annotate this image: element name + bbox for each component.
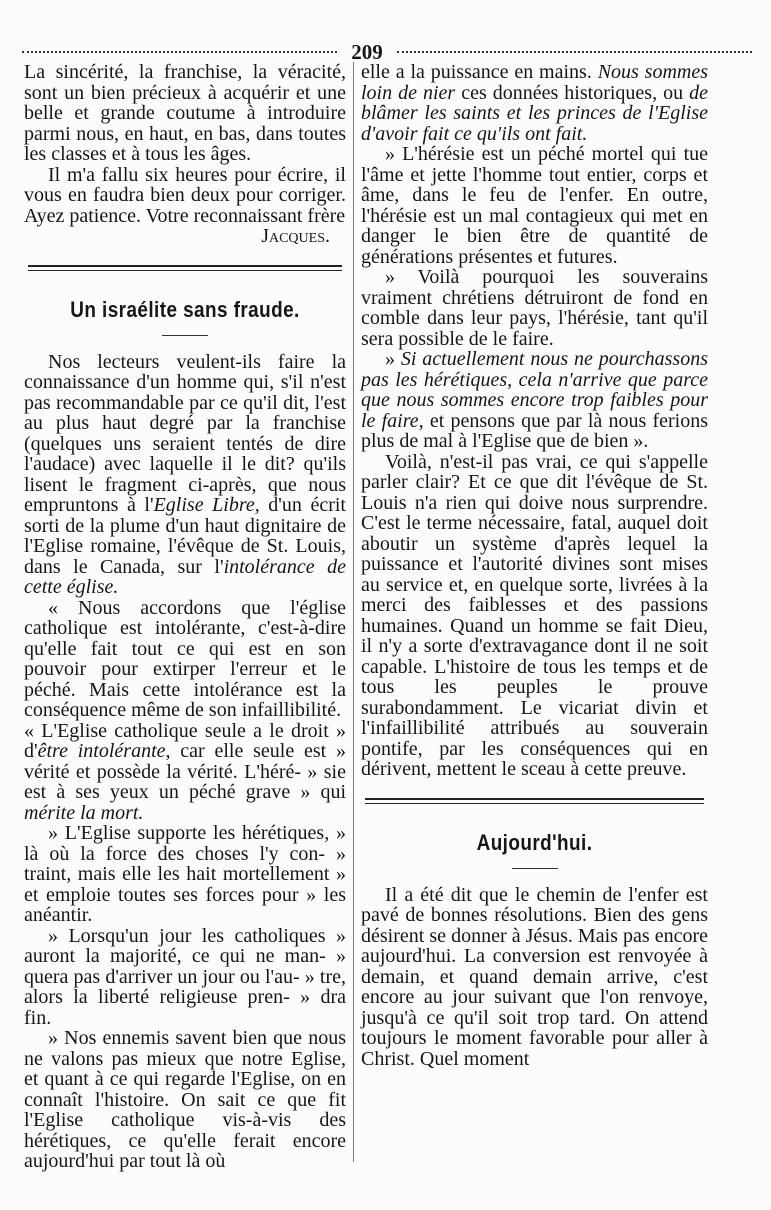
article-paragraph-11: Voilà, n'est-il pas vrai, ce qui s'appelle parler clair? Et ce que dit l'évêque de St. Louis n'a rien qui doive nous surprendre. C'est le terme nécessaire, fatal, auquel doit aboutir un système d'après lequel la puissance et l'autorité divines sont mises au service et, en quelque sorte, livrées à la merci des faiblesses et des passions humaines. Quand un homme se fait Dieu, il n'y a sorte d'extravagance dont il ne soit capable. L'histoire de tous les temps et de tous les peuples le prouve surabondamment. Le vicariat divin et l'infaillibilité attribués au souverain pontife, par les conséquences qui en dérivent, mettent le sceau à cette preuve.: [361, 450, 708, 780]
signature: Jacques.: [261, 225, 330, 247]
signature-line: [24, 226, 346, 247]
article-paragraph-7: elle a la puissance en mains. Nous sommes loin de nier ces données historiques, ou de blâmer les saints et les princes de l'Eglise d'avoir fait ce qu'ils ont fait.: [361, 61, 708, 145]
left-column: [24, 62, 346, 1172]
intro-paragraph-2: Il m'a fallu six heures pour écrire, il vous en faudra bien deux pour corriger. Ayez patience. Votre reconnaissant frère: [24, 163, 346, 227]
section-divider: [28, 265, 342, 271]
article-paragraph-4: » L'Eglise supporte les hérétiques, » là où la force des choses l'y con- » traint, mais elle les hait mortellement » et emploie toutes ses forces pour » les anéantir.: [24, 822, 346, 926]
article-paragraph-2: « Nous accordons que l'église catholique est intolérante, c'est-à-dire qu'elle fait tout ce qui est en son pouvoir pour extirper l'erreur et le péché. Mais cette intolérance est la conséquence même de son infaillibilité.: [24, 596, 346, 721]
column-separator: [353, 62, 354, 1162]
right-column: [361, 62, 708, 1069]
section-divider-2: [365, 798, 704, 804]
header-rule-left: [22, 51, 337, 53]
article-paragraph-8: » L'hérésie est un péché mortel qui tue l'âme et jette l'homme tout entier, corps et âme, dans le feu de l'enfer. En outre, l'hérésie est un mal contagieux qui met en danger le bien être de quantité de générations présentes et futures.: [361, 143, 708, 268]
article-paragraph-9: » Voilà pourquoi les souverains vraiment chrétiens détruiront de fond en comble dans leur pays, l'hérésie, tant qu'il sera possible de le faire.: [361, 266, 708, 350]
page-header: [22, 40, 752, 62]
header-rule-right: [397, 51, 752, 53]
article2-paragraph-1: Il a été dit que le chemin de l'enfer est pavé de bonnes résolutions. Bien des gens désirent se donner à Jésus. Mais pas encore aujourd'hui. La conversion est renvoyée à demain, et quand demain arrive, c'est encore au jour suivant que l'on renvoye, jusqu'à ce qu'il soit trop tard. On attend toujours le moment favorable pour aller à Christ. Quel moment: [361, 883, 708, 1070]
article-paragraph-5: » Lorsqu'un jour les catholiques » auront la majorité, ce qui ne man- » quera pas d'arriver un jour ou l'au- » tre, alors la liberté religieuse pren- » dra fin.: [24, 924, 346, 1029]
article2-title: Aujourd'hui.: [476, 829, 593, 855]
page-number: 209: [351, 40, 383, 64]
article-paragraph-3: « L'Eglise catholique seule a le droit » d'être intolérante, car elle seule est » vérité et possède la vérité. L'héré- » sie est à ses yeux un péché grave » qui mérite la mort.: [24, 719, 347, 824]
article-paragraph-1: Nos lecteurs veulent-ils faire la connaissance d'un homme qui, s'il n'est pas recommandable par ce qu'il dit, l'est au plus haut degré par la franchise (quelques uns seraient tentés de dire l'audace) avec laquelle il le dit? qu'ils lisent le fragment ci-après, que nous empruntons à l'Eglise Libre, d'un écrit sorti de la plume d'un haut dignitaire de l'Eglise romaine, l'évêque de St. Louis, dans le Canada, sur l'intolérance de cette église.: [24, 350, 346, 598]
article-paragraph-10: » Si actuellement nous ne pourchassons pas les hérétiques, cela n'arrive que parce que nous sommes encore trop faibles pour le faire, et pensons que par là nous ferions plus de mal à l'Eglise que de bien ».: [361, 348, 708, 452]
title-underline: [162, 335, 208, 336]
article-title: Un israélite sans fraude.: [70, 296, 300, 322]
article-paragraph-6: » Nos ennemis savent bien que nous ne valons pas mieux que notre Eglise, et quant à ce qui regarde l'Eglise, on en connaît l'histoire. On sait ce que fit l'Eglise catholique vis-à-vis des hérétiques, ce qu'elle ferait encore aujourd'hui par tout là où: [24, 1027, 346, 1172]
title2-underline: [512, 868, 558, 869]
intro-paragraph-1: La sincérité, la franchise, la véracité, sont un bien précieux à acquérir et une belle et grande coutume à introduire parmi nous, en haut, en bas, dans toutes les classes et à tous les âges.: [24, 61, 346, 165]
